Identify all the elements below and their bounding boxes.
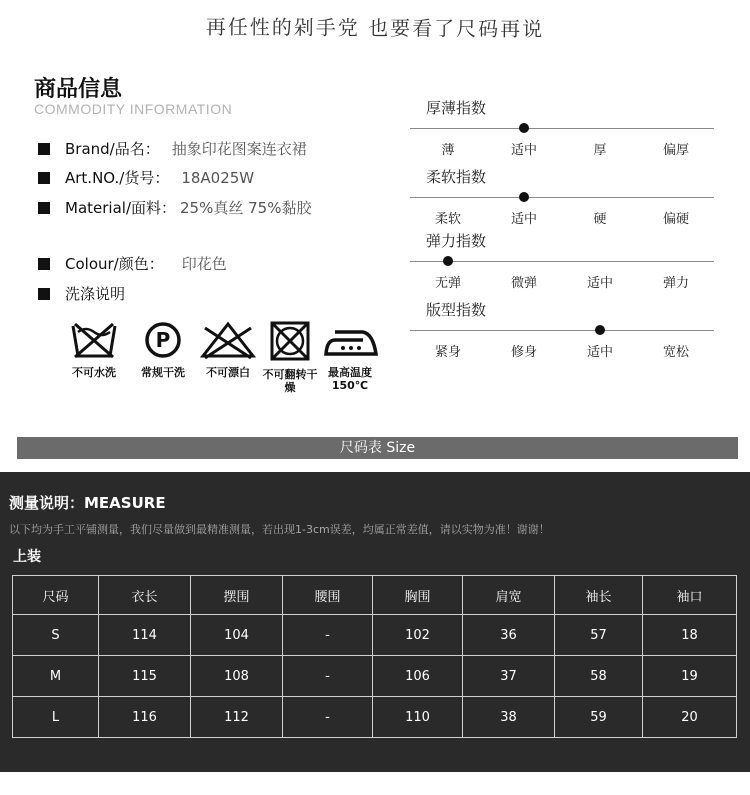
- index-option: 紧身: [434, 345, 461, 360]
- index-option: 适中: [510, 143, 537, 158]
- table-cell: 104: [191, 615, 283, 656]
- index-option: 硬: [593, 212, 607, 227]
- index-option: 修身: [510, 345, 537, 360]
- size-chart-header: 尺码表 Size: [17, 437, 738, 459]
- measure-title: 测量说明：MEASURE: [9, 494, 166, 512]
- table-cell: L: [13, 697, 99, 738]
- table-cell: 58: [555, 656, 643, 697]
- table-cell: 18: [643, 615, 737, 656]
- index-track: [410, 128, 714, 129]
- table-cell: S: [13, 615, 99, 656]
- table-cell: 57: [555, 615, 643, 656]
- index-marker: [519, 123, 529, 133]
- table-header-row: [13, 576, 737, 615]
- column-header: 胸围: [373, 576, 463, 615]
- care-no-bleach: [197, 320, 259, 379]
- index-options: [410, 272, 714, 291]
- index-title: 弹力指数: [426, 232, 487, 250]
- table-cell: 110: [373, 697, 463, 738]
- column-header: 肩宽: [463, 576, 555, 615]
- care-label: 不可翻转干燥: [262, 368, 318, 394]
- care-dry-clean: [132, 320, 194, 379]
- column-header: 袖口: [643, 576, 737, 615]
- size-table: [12, 575, 737, 738]
- attr-value: 印花色: [181, 255, 227, 273]
- table-cell: 36: [463, 615, 555, 656]
- no-bleach-icon: [199, 320, 257, 360]
- index-marker: [595, 325, 605, 335]
- care-no-wash: [63, 320, 125, 379]
- slogan: 再任性的剁手党 也要看了尺码再说: [205, 14, 545, 42]
- attr-colour: [38, 253, 227, 274]
- index-option: 偏硬: [662, 212, 689, 227]
- index-title: 柔软指数: [426, 168, 487, 186]
- column-header: 腰围: [283, 576, 373, 615]
- table-cell: 116: [99, 697, 191, 738]
- index-option: 适中: [586, 345, 613, 360]
- info-subtitle: COMMODITY INFORMATION: [34, 101, 233, 117]
- index-option: 柔软: [434, 212, 461, 227]
- table-cell: -: [283, 615, 373, 656]
- index-track: [410, 330, 714, 331]
- attr-value: 抽象印花图案连衣裙: [171, 140, 307, 158]
- table-cell: -: [283, 656, 373, 697]
- table-row: [13, 697, 737, 738]
- table-row: [13, 615, 737, 656]
- index-option: 微弹: [510, 276, 537, 291]
- index-option: 宽松: [662, 345, 689, 360]
- index-option: 适中: [586, 276, 613, 291]
- table-cell: 38: [463, 697, 555, 738]
- table-cell: 19: [643, 656, 737, 697]
- index-title: 厚薄指数: [426, 99, 487, 117]
- attr-label: Colour/颜色：: [65, 255, 164, 273]
- care-label: 不可水洗: [72, 366, 116, 379]
- index-options: [410, 208, 714, 227]
- index-options: [410, 139, 714, 158]
- care-iron: [320, 320, 382, 392]
- measure-note: 以下均为手工平铺测量，我们尽量做到最精准测量，若出现1-3cm误差，均属正常差值，请以实物为准！谢谢！: [9, 523, 550, 536]
- table-row: [13, 656, 737, 697]
- bullet-icon: [38, 258, 50, 270]
- care-label: 常规干洗: [141, 366, 185, 379]
- measure-panel: [0, 472, 750, 772]
- index-track: [410, 197, 714, 198]
- table-cell: -: [283, 697, 373, 738]
- index-option: 弹力: [662, 276, 689, 291]
- index-marker: [443, 256, 453, 266]
- table-cell: 59: [555, 697, 643, 738]
- care-label: 最高温度150℃: [328, 366, 372, 392]
- table-cell: 106: [373, 656, 463, 697]
- index-track: [410, 261, 714, 262]
- table-cell: 20: [643, 697, 737, 738]
- index-option: 薄: [441, 143, 455, 158]
- table-cell: 112: [191, 697, 283, 738]
- index-marker: [519, 192, 529, 202]
- bullet-icon: [38, 202, 50, 214]
- care-label: 不可漂白: [206, 366, 250, 379]
- column-header: 尺码: [13, 576, 99, 615]
- no-wash-icon: [69, 320, 119, 360]
- attr-label: 洗涤说明: [65, 285, 126, 303]
- index-option: 偏厚: [662, 143, 689, 158]
- attr-value: 25%真丝 75%黏胶: [180, 199, 312, 217]
- index-option: 适中: [510, 212, 537, 227]
- table-cell: M: [13, 656, 99, 697]
- table-cell: 108: [191, 656, 283, 697]
- no-tumble-dry-icon: [265, 320, 315, 362]
- index-option: 厚: [593, 143, 607, 158]
- attr-art-no: [38, 167, 254, 188]
- attr-care-title: [38, 283, 125, 304]
- table-cell: 114: [99, 615, 191, 656]
- section-title: 上装: [13, 549, 41, 565]
- index-option: 无弹: [434, 276, 461, 291]
- column-header: 衣长: [99, 576, 191, 615]
- info-title: 商品信息: [34, 77, 123, 102]
- dry-clean-letter: P: [155, 328, 171, 352]
- attr-label: Art.NO./货号：: [65, 169, 170, 187]
- iron-icon: [321, 320, 381, 360]
- dry-clean-icon: [138, 320, 188, 360]
- column-header: 袖长: [555, 576, 643, 615]
- bullet-icon: [38, 288, 50, 300]
- bullet-icon: [38, 143, 50, 155]
- column-header: 摆围: [191, 576, 283, 615]
- table-cell: 115: [99, 656, 191, 697]
- bullet-icon: [38, 172, 50, 184]
- index-options: [410, 341, 714, 360]
- attr-label: Brand/品名：: [65, 140, 160, 158]
- table-cell: 37: [463, 656, 555, 697]
- attr-label: Material/面料：: [65, 199, 176, 217]
- table-cell: 102: [373, 615, 463, 656]
- attr-material: [38, 197, 311, 218]
- index-title: 版型指数: [426, 301, 487, 319]
- attr-brand: [38, 138, 307, 159]
- care-no-tumble-dry: [259, 320, 321, 394]
- attr-value: 18A025W: [181, 168, 255, 187]
